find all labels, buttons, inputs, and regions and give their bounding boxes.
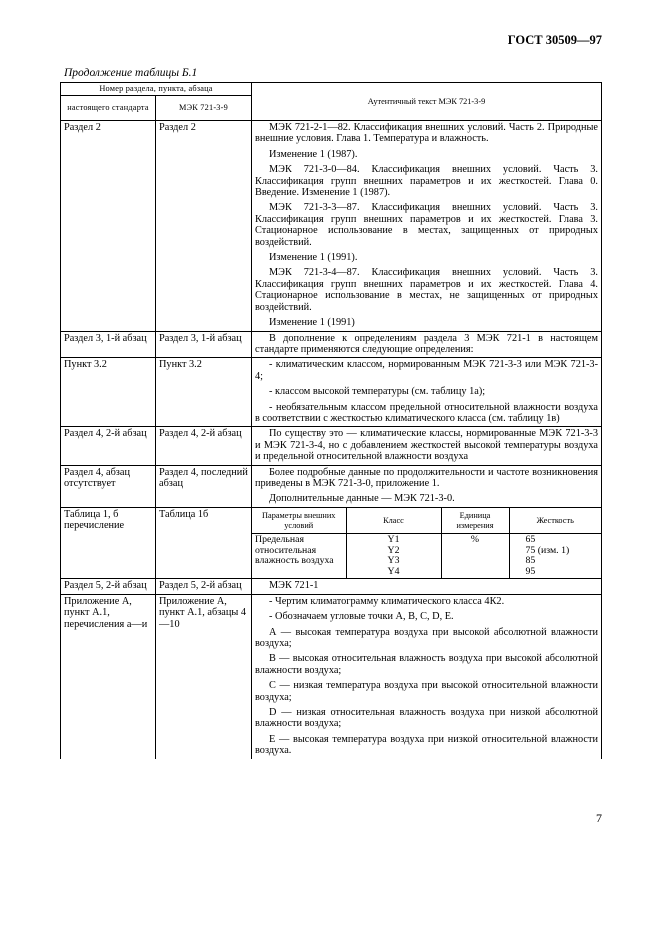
header-section-numbers: Номер раздела, пункта, абзаца: [61, 83, 252, 96]
table-row: [61, 507, 602, 579]
row-cell-text: [252, 427, 602, 465]
severity-value: 95: [525, 565, 536, 577]
text-paragraph: Более подробные данные по продолжительности и частоте возникновения приведены в МЭК 721-3-0, приложение 1.: [255, 466, 598, 489]
text-paragraph: Изменение 1 (1987).: [269, 148, 358, 160]
text-paragraph: - Обозначаем угловые точки А, В, С, D, Е.: [269, 611, 454, 623]
row-cell-standard: Таблица 1, б перечисление: [61, 507, 156, 579]
severity-value: 65: [525, 534, 536, 546]
row-cell-text: [252, 358, 602, 427]
header-iec: МЭК 721-3-9: [156, 96, 252, 121]
humidity-class-table: [252, 508, 601, 579]
nested-unit: %: [441, 534, 509, 579]
nested-parameter: Предельная относительная влажность воздуха: [252, 534, 346, 579]
text-paragraph: С — низкая температура воздуха при высокой относительной влажности воздуха;: [255, 680, 598, 703]
table-continuation-title: Продолжение таблицы Б.1: [64, 67, 198, 79]
text-paragraph: D — низкая относительная влажность воздуха при низкой абсолютной влажности воздуха;: [255, 706, 598, 730]
table-row: [61, 465, 602, 507]
row-cell-text: [252, 331, 602, 358]
text-paragraph: По существу это — климатические классы, нормированные МЭК 721-3-3 и МЭК 721-3-4, но с добавлением жесткостей высокой температуры воздуха и предельной относительной влажности воздуха: [255, 428, 598, 463]
nested-header-class: Класс: [346, 508, 441, 534]
row-cell-standard: Раздел 3, 1-й абзац: [61, 331, 156, 358]
class-value: Y1: [387, 534, 400, 546]
row-cell-standard: Раздел 4, 2-й абзац: [61, 427, 156, 465]
table-row: [61, 579, 602, 594]
row-cell-standard: Приложение А, пункт А.1, перечисления а—и: [61, 594, 156, 758]
nested-header-severity: Жесткость: [509, 508, 601, 534]
nested-header-parameters: Параметры внешних условий: [252, 508, 346, 534]
text-paragraph: МЭК 721-3-4—87. Классификация внешних условий. Часть 3. Классификация групп внешних параметров и их жесткостей. Глава 4. Стационарное использование в местах, не защищенных от природных воздействий.: [255, 267, 598, 313]
nested-severities: [509, 534, 601, 579]
text-paragraph: - климатическим классом, нормированным МЭК 721-3-3 или МЭК 721-3-4;: [255, 359, 598, 382]
row-cell-standard: Пункт 3.2: [61, 358, 156, 427]
row-cell-iec: Раздел 4, последний абзац: [156, 465, 252, 507]
table-row: [61, 427, 602, 465]
table-row: [61, 121, 602, 332]
row-cell-standard: Раздел 2: [61, 121, 156, 332]
row-cell-text: [252, 594, 602, 758]
text-paragraph: Изменение 1 (1991).: [269, 252, 358, 264]
row-cell-iec: Таблица 1б: [156, 507, 252, 579]
row-cell-text: [252, 507, 602, 579]
nested-header-unit: Единица измерения: [441, 508, 509, 534]
severity-value: 75 (изм. 1): [525, 544, 570, 556]
table-row: [61, 358, 602, 427]
text-paragraph: МЭК 721-3-0—84. Классификация внешних условий. Часть 3. Классификация групп внешних параметров и их жесткостей. Глава 0. Введение. Изменение 1 (1987).: [255, 164, 598, 199]
text-paragraph: - необязательным классом предельной относительной влажности воздуха в соответствии с жесткостью климатического класса (см. таблицу 1в): [255, 401, 598, 424]
row-cell-iec: Приложение А, пункт А.1, абзацы 4—10: [156, 594, 252, 758]
row-cell-iec: Раздел 5, 2-й абзац: [156, 579, 252, 594]
text-paragraph: МЭК 721-3-3—87. Классификация внешних условий. Часть 3. Классификация групп внешних параметров и их жесткостей. Глава 3. Стационарное использование в местах, защищенных от природных воздействий.: [255, 202, 598, 248]
row-cell-standard: Раздел 5, 2-й абзац: [61, 579, 156, 594]
page-number: 7: [596, 811, 602, 825]
comparison-table: [60, 82, 602, 759]
text-paragraph: А — высокая температура воздуха при высокой абсолютной влажности воздуха;: [255, 626, 598, 649]
text-paragraph: МЭК 721-1: [269, 580, 319, 592]
row-cell-text: [252, 465, 602, 507]
nested-classes: [346, 534, 441, 579]
class-value: Y3: [387, 555, 400, 567]
header-this-standard: настоящего стандарта: [61, 96, 156, 121]
row-cell-iec: Раздел 2: [156, 121, 252, 332]
text-paragraph: Изменение 1 (1991): [269, 317, 355, 329]
row-cell-text: [252, 579, 602, 594]
row-cell-iec: Раздел 4, 2-й абзац: [156, 427, 252, 465]
row-cell-iec: Раздел 3, 1-й абзац: [156, 331, 252, 358]
class-value: Y2: [387, 544, 400, 556]
text-paragraph: - классом высокой температуры (см. таблицу 1а);: [269, 386, 486, 398]
table-row: [61, 331, 602, 358]
document-code: ГОСТ 30509—97: [507, 33, 602, 47]
text-paragraph: В дополнение к определениям раздела 3 МЭК 721-1 в настоящем стандарте применяются следующие определения:: [255, 332, 598, 355]
severity-value: 85: [525, 555, 536, 567]
class-value: Y4: [387, 565, 400, 577]
text-paragraph: В — высокая относительная влажность воздуха при высокой абсолютной влажности воздуха;: [255, 653, 598, 676]
row-cell-standard: Раздел 4, абзац отсутствует: [61, 465, 156, 507]
table-row: [61, 594, 602, 758]
text-paragraph: - Чертим климатограмму климатического класса 4К2.: [269, 595, 505, 607]
row-cell-iec: Пункт 3.2: [156, 358, 252, 427]
text-paragraph: Дополнительные данные — МЭК 721-3-0.: [269, 493, 455, 505]
text-paragraph: МЭК 721-2-1—82. Классификация внешних условий. Часть 2. Природные внешние условия. Глава 1. Температура и влажность.: [255, 122, 598, 145]
row-cell-text: [252, 121, 602, 332]
header-authentic-text: Аутентичный текст МЭК 721-3-9: [252, 83, 602, 121]
text-paragraph: Е — высокая температура воздуха при низкой относительной влажности воздуха.: [255, 733, 598, 757]
